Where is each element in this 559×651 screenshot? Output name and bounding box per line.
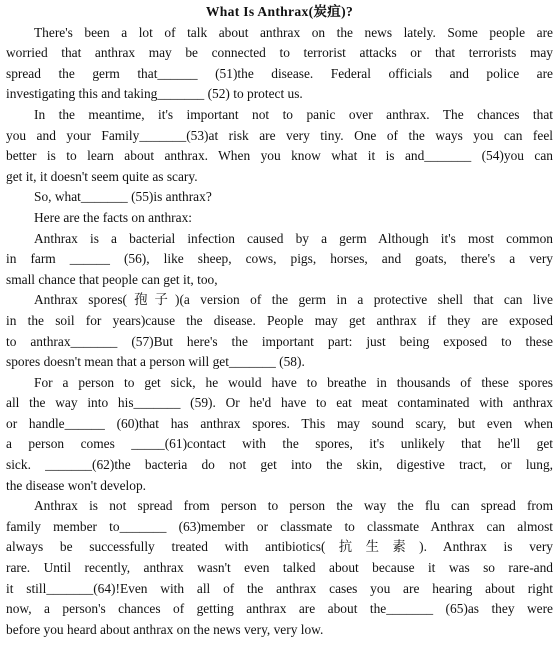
text-line: you and your Family_______(53)at risk are very tiny. One of the ways you can feel — [6, 127, 553, 143]
text-line: family member to_______ (63)member or classmate to classmate Anthrax can almost — [6, 518, 553, 534]
paragraph — [6, 373, 553, 497]
text-line: always be successfully treated with antibiotics(抗生素). Anthrax is very — [6, 539, 553, 555]
text-line: investigating this and taking_______ (52) to protect us. — [6, 86, 303, 102]
paragraph — [6, 208, 553, 229]
paragraph — [6, 290, 553, 372]
text-line: Anthrax is a bacterial infection caused by a germ Although it's most common — [34, 230, 553, 246]
text-line: sick. _______(62)the bacteria do not get into the skin, digestive tract, or lung, — [6, 457, 553, 473]
text-line: Here are the facts on anthrax: — [34, 209, 193, 225]
text-line: Anthrax is not spread from person to person the way the flu can spread from — [34, 498, 553, 514]
text-line: now, a person's chances of getting anthrax are about the_______ (65)as they were — [6, 601, 553, 617]
text-line: There's been a lot of talk about anthrax on the news lately. Some people are — [34, 24, 553, 40]
text-line: Anthrax spores(孢子)(a version of the germ in a protective shell that can live — [34, 292, 553, 308]
text-line: worried that anthrax may be connected to terrorist attacks or that terrorists may — [6, 45, 553, 61]
text-line: the disease won't develop. — [6, 477, 147, 493]
article-title: What Is Anthrax(炭疽)? — [205, 4, 354, 19]
text-line: or handle______ (60)that has anthrax spores. This may sound scary, but even when — [6, 415, 553, 431]
paragraph — [6, 105, 553, 187]
text-line: in farm ______ (56), like sheep, cows, pigs, horses, and goats, there's a very — [6, 251, 553, 267]
text-line: all the way into his_______ (59). Or he'd have to eat meat contaminated with anthrax — [6, 395, 553, 411]
text-line: In the meantime, it's important not to panic over anthrax. The chances that — [34, 106, 553, 122]
paragraph — [6, 229, 553, 291]
text-line: spread the germ that______ (51)the disease. Federal officials and police are — [6, 65, 553, 81]
text-line: a person comes _____(61)contact with the spores, it's unlikely that he'll get — [6, 436, 553, 452]
article-body — [6, 23, 553, 641]
text-line: better is to learn about anthrax. When you know what it is and_______ (54)you can — [6, 148, 553, 164]
paragraph — [6, 496, 553, 640]
text-line: rare. Until recently, anthrax wasn't even talked about because it was so rare-and — [6, 560, 553, 576]
text-line: before you heard about anthrax on the news very, very low. — [6, 621, 324, 637]
paragraph — [6, 23, 553, 105]
text-line: it still_______(64)!Even with all of the anthrax cases you are hearing about right — [6, 580, 553, 596]
text-line: spores doesn't mean that a person will get_______ (58). — [6, 354, 305, 370]
text-line: So, what_______ (55)is anthrax? — [34, 189, 212, 205]
text-line: For a person to get sick, he would have to breathe in thousands of these spores — [34, 374, 553, 390]
text-line: get it, it doesn't seem quite as scary. — [6, 168, 198, 184]
paragraph — [6, 187, 553, 208]
text-line: in the soil for years)cause the disease. People may get anthrax if they are exposed — [6, 312, 553, 328]
text-line: small chance that people can get it, too, — [6, 271, 218, 287]
text-line: to anthrax_______ (57)But here's the important part: just being exposed to these — [6, 333, 553, 349]
